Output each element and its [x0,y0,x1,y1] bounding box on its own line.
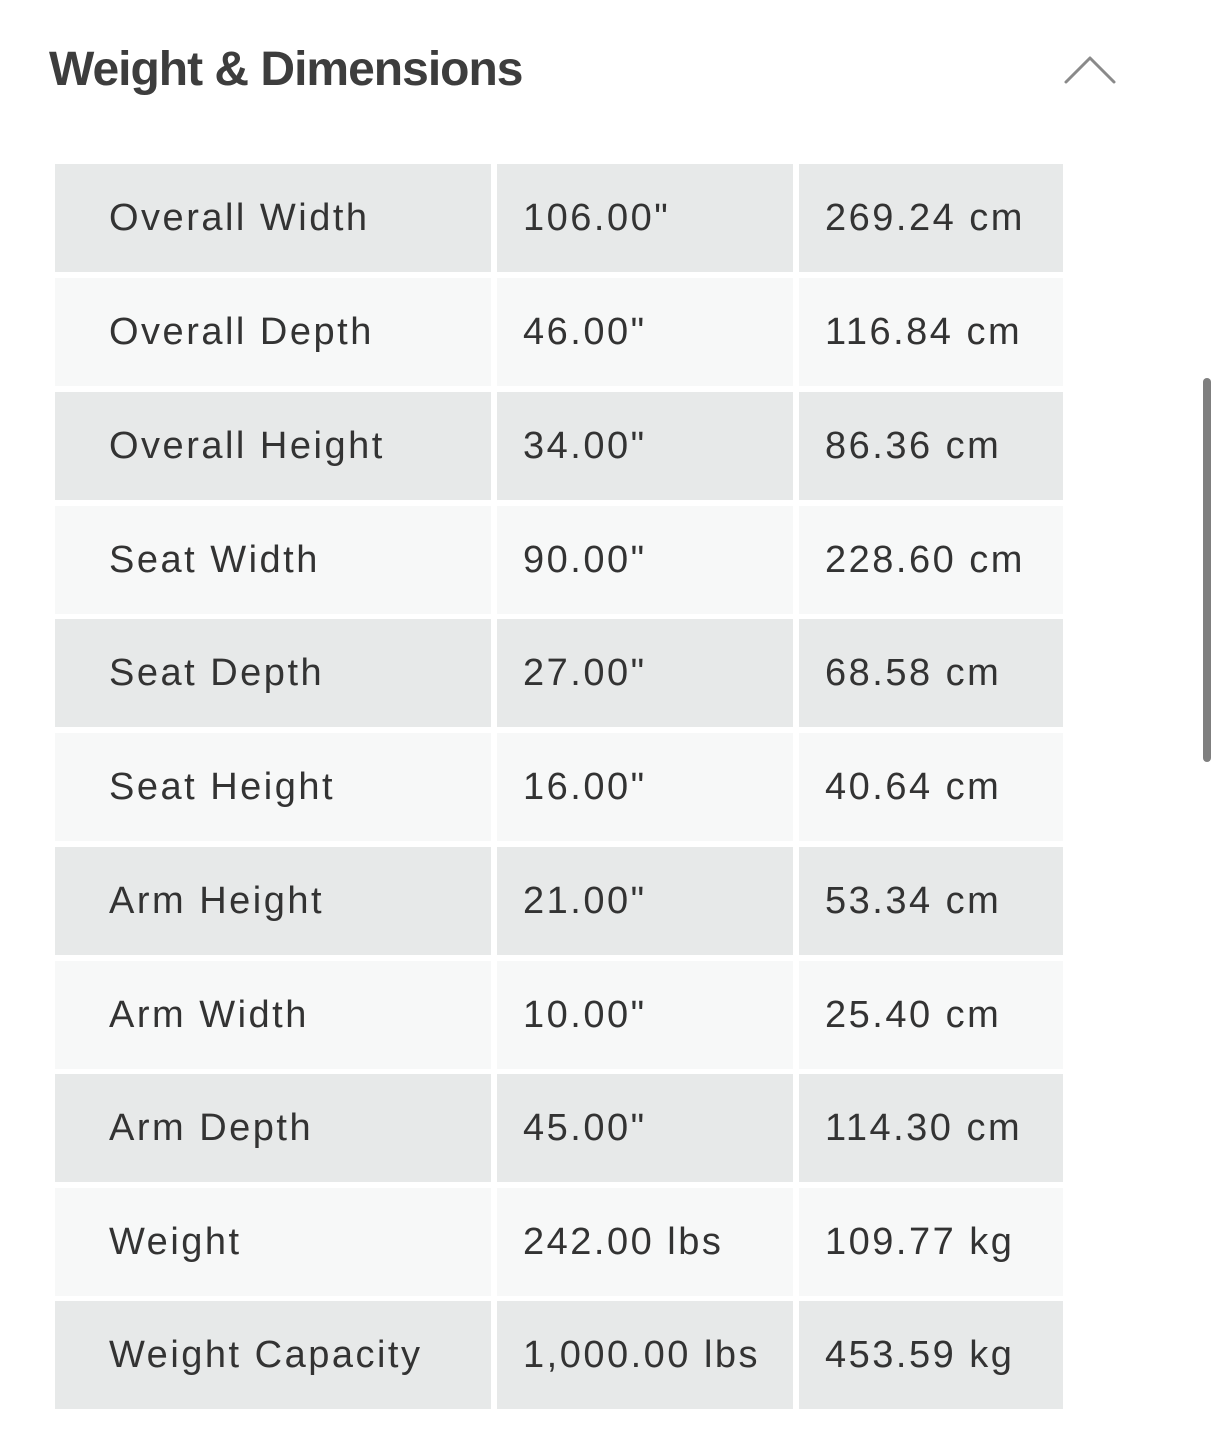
spec-metric-value: 116.84 cm [799,278,1063,386]
spec-metric-value: 25.40 cm [799,961,1063,1069]
chevron-up-icon [1058,48,1122,92]
spec-metric-value: 114.30 cm [799,1074,1063,1182]
table-row [55,847,1063,955]
spec-label: Weight [55,1188,491,1296]
table-row [55,1188,1063,1296]
spec-imperial-value: 21.00" [497,847,793,955]
spec-label: Seat Width [55,506,491,614]
spec-metric-value: 453.59 kg [799,1301,1063,1409]
section-header [0,0,1220,140]
table-row [55,164,1063,272]
spec-imperial-value: 106.00" [497,164,793,272]
spec-metric-value: 109.77 kg [799,1188,1063,1296]
spec-label: Weight Capacity [55,1301,491,1409]
spec-metric-value: 68.58 cm [799,619,1063,727]
spec-label: Arm Height [55,847,491,955]
spec-label: Seat Depth [55,619,491,727]
spec-imperial-value: 1,000.00 lbs [497,1301,793,1409]
spec-metric-value: 40.64 cm [799,733,1063,841]
table-row [55,733,1063,841]
section-title: Weight & Dimensions [49,43,523,96]
spec-metric-value: 269.24 cm [799,164,1063,272]
spec-imperial-value: 27.00" [497,619,793,727]
spec-metric-value: 228.60 cm [799,506,1063,614]
table-row [55,392,1063,500]
spec-imperial-value: 46.00" [497,278,793,386]
table-row [55,278,1063,386]
spec-label: Arm Depth [55,1074,491,1182]
table-row [55,506,1063,614]
spec-label: Seat Height [55,733,491,841]
spec-metric-value: 53.34 cm [799,847,1063,955]
table-row [55,961,1063,1069]
spec-imperial-value: 90.00" [497,506,793,614]
table-row [55,1074,1063,1182]
spec-imperial-value: 45.00" [497,1074,793,1182]
spec-label: Overall Height [55,392,491,500]
spec-imperial-value: 10.00" [497,961,793,1069]
spec-imperial-value: 34.00" [497,392,793,500]
spec-label: Arm Width [55,961,491,1069]
table-row [55,619,1063,727]
vertical-scrollbar[interactable] [1203,378,1211,762]
collapse-toggle-button[interactable] [1058,48,1122,92]
spec-imperial-value: 16.00" [497,733,793,841]
spec-metric-value: 86.36 cm [799,392,1063,500]
spec-label: Overall Width [55,164,491,272]
spec-label: Overall Depth [55,278,491,386]
table-row [55,1301,1063,1409]
spec-imperial-value: 242.00 lbs [497,1188,793,1296]
